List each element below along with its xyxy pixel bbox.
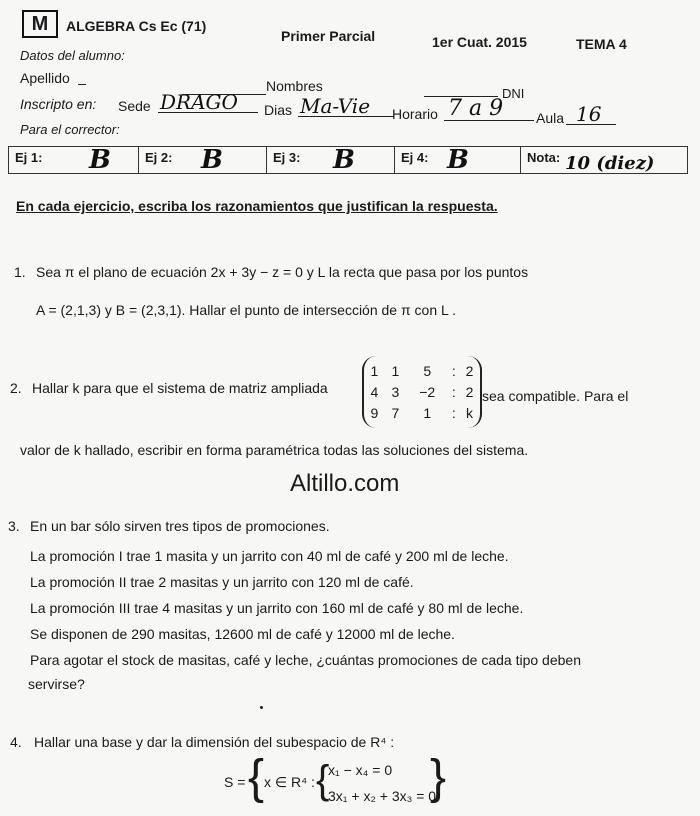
corrector-label: Para el corrector: bbox=[20, 122, 120, 137]
matrix-cell: 7 bbox=[391, 404, 400, 421]
ex2-line2: valor de k hallado, escribir en forma paramétrica todas las soluciones del sistema. bbox=[20, 442, 529, 458]
grade-value-ej4: B bbox=[447, 145, 469, 175]
grade-cell-ej4 bbox=[395, 147, 521, 173]
matrix-cell: 9 bbox=[370, 404, 379, 421]
student-section-label: Datos del alumno: bbox=[20, 48, 125, 63]
matrix-row bbox=[364, 360, 480, 381]
ex1-line1: Sea π el plano de ecuación 2x + 3y − z = 0 y L la recta que pasa por los puntos bbox=[36, 264, 529, 280]
nombres-field bbox=[424, 82, 498, 97]
ex3-line: Se disponen de 290 masitas, 12600 ml de café y 12000 ml de leche. bbox=[30, 626, 455, 642]
matrix-cell: k bbox=[466, 404, 474, 421]
grade-cell-ej2 bbox=[139, 147, 267, 173]
matrix-cell: 1 bbox=[391, 362, 400, 379]
grade-value-ej2: B bbox=[201, 145, 223, 175]
ex4-number: 4. bbox=[10, 734, 22, 750]
aula-label: Aula bbox=[536, 110, 565, 126]
grade-value-ej3: B bbox=[333, 145, 355, 175]
matrix-cell: 4 bbox=[370, 383, 379, 400]
system-brace: { bbox=[316, 758, 330, 802]
set-variable: x ∈ R⁴ : bbox=[264, 774, 315, 790]
ex3-line: La promoción III trae 4 masitas y un jarrito con 160 ml de café y 80 ml de leche. bbox=[30, 600, 524, 616]
matrix-cell: : bbox=[451, 383, 456, 400]
matrix-cell: : bbox=[451, 404, 456, 421]
grade-value-ej1: B bbox=[89, 145, 111, 175]
grade-label-ej1: Ej 1: bbox=[15, 150, 43, 165]
grade-label-ej3: Ej 3: bbox=[273, 150, 301, 165]
matrix-cell: 5 bbox=[423, 362, 432, 379]
horario-value: 7 a 9 bbox=[448, 96, 504, 121]
watermark: Altillo.com bbox=[290, 470, 400, 497]
grade-cell-ej1 bbox=[9, 147, 139, 173]
equation-1: x₁ − x₄ = 0 bbox=[328, 762, 393, 778]
dni-label: DNI bbox=[502, 86, 525, 101]
ex2-text-before: Hallar k para que el sistema de matriz ampliada bbox=[32, 380, 328, 396]
ex3-line: La promoción I trae 1 masita y un jarrito con 40 ml de café y 200 ml de leche. bbox=[30, 548, 509, 564]
sede-value: DRAGO bbox=[160, 90, 238, 114]
instructions: En cada ejercicio, escriba los razonamientos que justifican la respuesta. bbox=[16, 198, 498, 214]
matrix-row bbox=[364, 381, 480, 402]
grade-label-nota: Nota: bbox=[527, 150, 561, 165]
ex4-line1: Hallar una base y dar la dimensión del subespacio de R⁴ : bbox=[34, 734, 395, 750]
matrix-cell: 1 bbox=[423, 404, 432, 421]
apellido-label: Apellido bbox=[20, 70, 70, 86]
sede-label: Sede bbox=[118, 98, 151, 114]
ex3-line: En un bar sólo sirven tres tipos de promociones. bbox=[30, 518, 330, 534]
matrix-cell: 3 bbox=[391, 383, 400, 400]
stray-dot bbox=[260, 706, 263, 709]
ex3-line: La promoción II trae 2 masitas y un jarrito con 120 ml de café. bbox=[30, 574, 414, 590]
tema-label: TEMA 4 bbox=[576, 36, 627, 52]
grade-label-ej2: Ej 2: bbox=[145, 150, 173, 165]
matrix-cell: 2 bbox=[465, 383, 474, 400]
grades-table bbox=[8, 146, 688, 174]
ex3-line: servirse? bbox=[28, 676, 85, 692]
dias-label: Dias bbox=[264, 102, 293, 118]
nombres-label: Nombres bbox=[266, 78, 323, 94]
set-close-brace: } bbox=[430, 751, 447, 804]
exam-title: Primer Parcial bbox=[281, 28, 376, 44]
equation-2: 3x₁ + x₂ + 3x₃ = 0 bbox=[328, 788, 437, 804]
matrix-cell: 1 bbox=[370, 362, 379, 379]
course-title: ALGEBRA Cs Ec (71) bbox=[66, 18, 207, 34]
set-open-brace: { bbox=[248, 751, 265, 804]
matrix-cell: 2 bbox=[465, 362, 474, 379]
aula-value: 16 bbox=[576, 102, 602, 126]
ex1-line2: A = (2,1,3) y B = (2,3,1). Hallar el punto de intersección de π con L . bbox=[36, 302, 457, 318]
ex1-number: 1. bbox=[14, 264, 26, 280]
apellido-line bbox=[78, 70, 86, 85]
horario-label: Horario bbox=[392, 106, 438, 122]
set-lhs: S = bbox=[224, 774, 246, 790]
grade-label-ej4: Ej 4: bbox=[401, 150, 429, 165]
augmented-matrix bbox=[362, 356, 482, 428]
inscripto-label: Inscripto en: bbox=[20, 96, 97, 112]
matrix-cell: −2 bbox=[419, 383, 436, 400]
grade-cell-ej3 bbox=[267, 147, 395, 173]
matrix-cell: : bbox=[451, 362, 456, 379]
dias-value: Ma-Vie bbox=[300, 94, 371, 118]
ex2-number: 2. bbox=[10, 380, 22, 396]
matrix-row bbox=[364, 402, 480, 423]
ex3-line: Para agotar el stock de masitas, café y leche, ¿cuántas promociones de cada tipo deben bbox=[30, 652, 581, 668]
grade-cell-nota bbox=[521, 147, 687, 173]
grade-value-nota: 10 (diez) bbox=[565, 153, 655, 174]
ex2-text-after: sea compatible. Para el bbox=[482, 388, 629, 404]
tema-badge: M bbox=[22, 10, 58, 38]
term-label: 1er Cuat. 2015 bbox=[432, 34, 527, 50]
ex3-number: 3. bbox=[8, 518, 20, 534]
